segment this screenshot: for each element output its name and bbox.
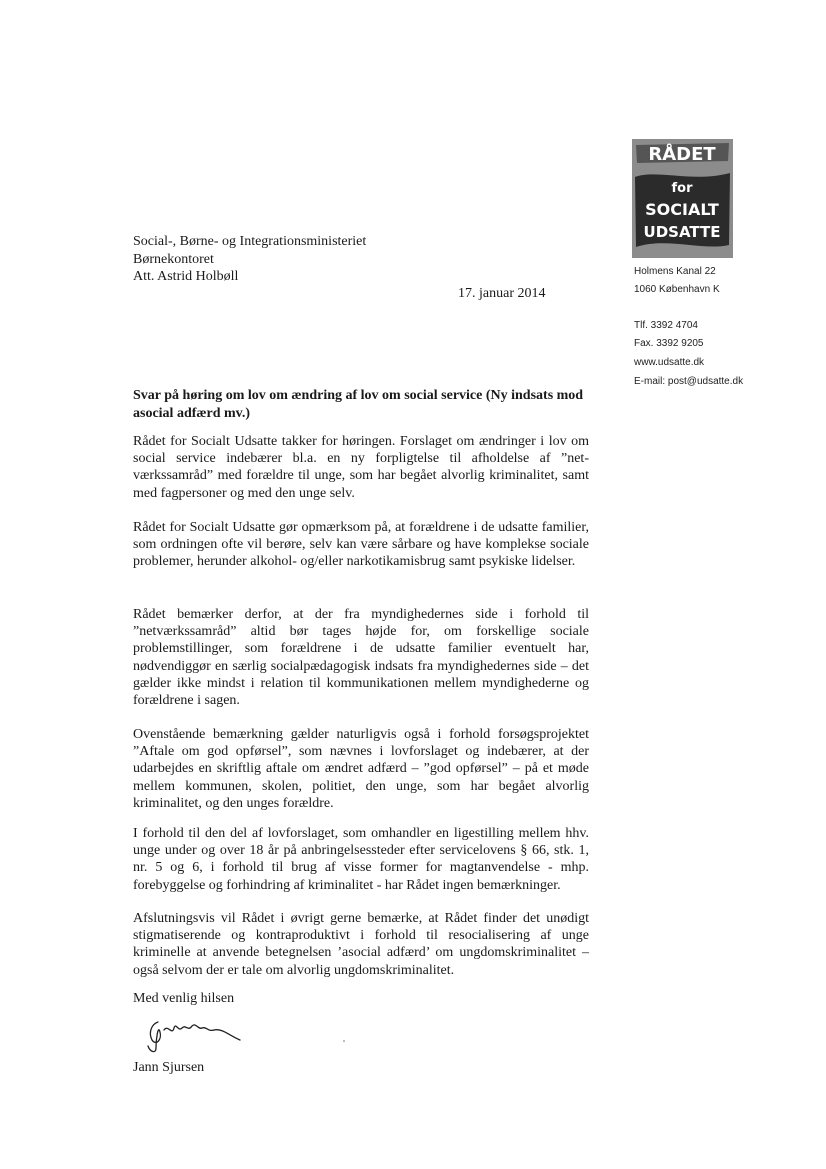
signer-name: Jann Sjursen <box>133 1060 205 1075</box>
letter-subject: Svar på høring om lov om ændring af lov om social service (Ny indsats mod asocial adfærd mv.) <box>133 388 584 421</box>
sender-email: E-mail: post@udsatte.dk <box>634 376 744 387</box>
logo-line1: RÅDET <box>648 144 716 165</box>
paragraph-6: Afslutningsvis vil Rådet i øvrigt gerne bemærke, at Rådet finder det unødigt stigmatiserende og kontraproduktivt i forhold til resocialisering af unge kriminelle at anvende betegnelsen ’asocial adfærd’ om ungdomskriminalitet – også selvom der er tale om alvorlig ungdomskriminalitet. <box>133 911 589 978</box>
paragraph-4: Ovenstående bemærkning gælder naturligvis også i forhold forsøgsprojektet ”Aftale om god opførsel”, som nævnes i lovforslaget og indebærer, at der udarbejdes en skriftlig aftale om ændret adfærd – ”god opførsel” – på et møde mellem kommunen, skolen, politiet, den unge, som har begået alvorlig kriminalitet, og den unges forældre. <box>133 727 589 811</box>
sender-address2: 1060 København K <box>634 284 720 295</box>
paragraph-3: Rådet bemærker derfor, at der fra myndighedernes side i forhold til ”netværkssamråd” altid bør tages højde for, om forskellige sociale problemstillinger, som forældrene i de udsatte familier eventuelt har, nødvendiggør en særlig socialpædagogisk indsats fra myndighedernes side – det gælder ikke mindst i relation til kommunikationen mellem myndighederne og forældrene i sagen. <box>133 607 589 709</box>
recipient-line2: Børnekontoret <box>133 251 214 267</box>
handwritten-signature <box>144 1010 254 1055</box>
closing-greeting: Med venlig hilsen <box>133 991 235 1006</box>
paragraph-5: I forhold til den del af lovforslaget, som omhandler en ligestilling mellem hhv. unge under og over 18 år på anbringelsessteder efter servicelovens § 66, stk. 1, nr. 5 og 6, i forhold til brug af visse former for magtanvendelse - mhp. forebyggelse og forhindring af kriminalitet - har Rådet ingen bemærkninger. <box>133 826 589 893</box>
sender-web: www.udsatte.dk <box>634 357 705 368</box>
logo-line3: SOCIALT <box>645 200 719 219</box>
sender-phone: Tlf. 3392 4704 <box>634 320 698 331</box>
recipient-line1: Social-, Børne- og Integrationsministeriet <box>133 234 367 249</box>
sender-fax: Fax. 3392 9205 <box>634 338 704 349</box>
raadet-logo <box>632 139 733 258</box>
paragraph-1: Rådet for Socialt Udsatte takker for høringen. Forslaget om ændringer i lov om social service indebærer bl.a. en ny forpligtelse til afholdelse af ”net-værkssamråd” med forældre til unge, som har begået alvorlig kriminalitet, samt med fagpersoner og med den unge selv. <box>133 434 589 501</box>
logo-line2: for <box>671 181 693 196</box>
scan-speck <box>343 1040 345 1042</box>
letter-date: 17. januar 2014 <box>458 286 546 301</box>
paragraph-2: Rådet for Socialt Udsatte gør opmærksom på, at forældrene i de udsatte familier, som ordningen ofte vil berøre, selv kan være sårbare og have komplekse sociale problemer, herunder alkohol- og/eller narkotikamisbrug samt psykiske lidelser. <box>133 520 589 570</box>
sender-address1: Holmens Kanal 22 <box>634 266 716 277</box>
recipient-block <box>133 233 366 286</box>
recipient-line3: Att. Astrid Holbøll <box>133 269 239 284</box>
logo-line4: UDSATTE <box>643 223 721 241</box>
